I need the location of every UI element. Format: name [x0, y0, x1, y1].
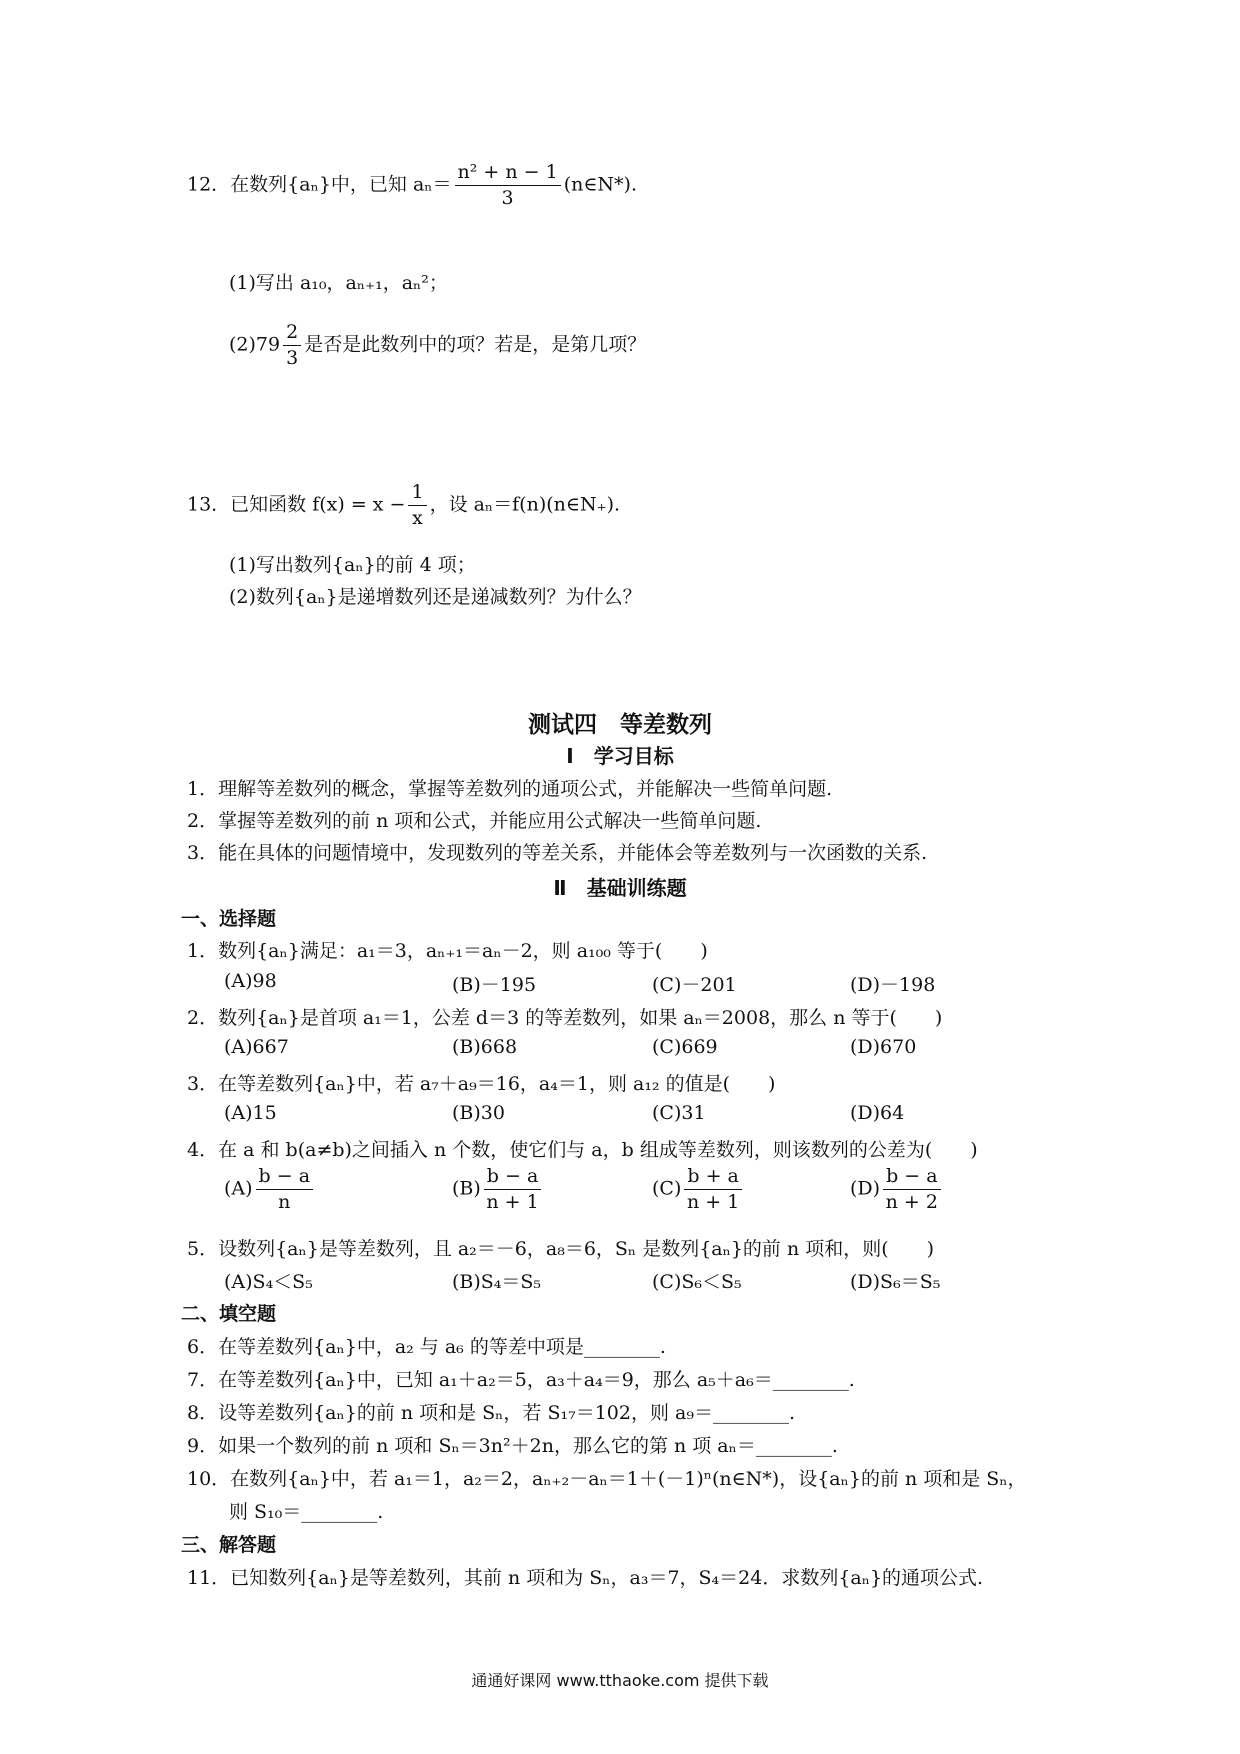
option-a: (A)S₄＜S₅: [224, 1271, 313, 1293]
option-a: (A)98: [224, 970, 277, 992]
choice-question-5: 5．设数列{aₙ}是等差数列，且 a₂＝－6，a₈＝6，Sₙ 是数列{aₙ}的前 n 项和，则( ): [187, 1238, 935, 1260]
question-12-part2: (2)79 $\frac{2}{3}$ 是否是此数列中的项？若是，是第几项？: [229, 321, 647, 369]
option-d: (D)670: [850, 1036, 917, 1058]
option-b: (B) $\frac{b - a}{n + 1}$: [452, 1166, 544, 1213]
goal-item: 3．能在具体的问题情境中，发现数列的等差关系，并能体会等差数列与一次函数的关系.: [187, 842, 928, 864]
option-b: (B)S₄＝S₅: [452, 1271, 542, 1293]
fill-section-title: 二、填空题: [181, 1303, 277, 1325]
fraction: $\frac{b - a}{n + 2}$: [883, 1166, 941, 1213]
answer-question-11: 11．已知数列{aₙ}是等差数列，其前 n 项和为 Sₙ，a₃＝7，S₄＝24．求数列{aₙ}的通项公式.: [187, 1567, 984, 1589]
choice-question-4: 4．在 a 和 b(a≠b)之间插入 n 个数，使它们与 a，b 组成等差数列，则该数列的公差为( ): [187, 1139, 978, 1161]
choice-question-2: 2．数列{aₙ}是首项 a₁＝1，公差 d＝3 的等差数列，如果 aₙ＝2008，那么 n 等于( ): [187, 1007, 943, 1029]
option-a: (A) $\frac{b - a}{n}$: [224, 1166, 316, 1213]
option-c: (C)31: [652, 1102, 706, 1124]
fill-question-9: 9．如果一个数列的前 n 项和 Sₙ＝3n²＋2n，那么它的第 n 项 aₙ＝________.: [187, 1435, 838, 1457]
goal-item: 2．掌握等差数列的前 n 项和公式，并能应用公式解决一些简单问题.: [187, 810, 762, 832]
option-d: (D)64: [850, 1102, 905, 1124]
fraction: $\frac{b + a}{n + 1}$: [684, 1166, 742, 1213]
section-basic-training-title: Ⅱ 基础训练题: [553, 876, 687, 900]
fraction: $\frac{2}{3}$: [283, 322, 301, 369]
fill-question-10-cont: 则 S₁₀＝________.: [229, 1501, 384, 1523]
option-a: (A)667: [224, 1036, 289, 1058]
test-title: 测试四 等差数列: [528, 712, 712, 738]
question-13-part1: (1)写出数列{aₙ}的前 4 项；: [229, 554, 476, 576]
question-12-part1: (1)写出 a₁₀，aₙ₊₁，aₙ²；: [229, 272, 448, 294]
fill-question-7: 7．在等差数列{aₙ}中，已知 a₁＋a₂＝5，a₃＋a₄＝9，那么 a₅＋a₆＝________.: [187, 1369, 855, 1391]
option-d: (D) $\frac{b - a}{n + 2}$: [850, 1166, 944, 1213]
answer-section-title: 三、解答题: [181, 1534, 277, 1556]
option-c: (C)－201: [652, 974, 737, 996]
fill-question-8: 8．设等差数列{aₙ}的前 n 项和是 Sₙ，若 S₁₇＝102，则 a₉＝________.: [187, 1402, 795, 1424]
section-learning-goals-title: Ⅰ 学习目标: [566, 744, 674, 768]
option-c: (C)S₆＜S₅: [652, 1271, 742, 1293]
page-footer: 通通好课网 www.tthaoke.com 提供下载: [471, 1671, 769, 1690]
question-12-stem: 12．在数列{aₙ}中，已知 aₙ＝ $\frac{\text{n² + n − 1}}{3}$ (n∈N*).: [187, 161, 637, 209]
option-d: (D)S₆＝S₅: [850, 1271, 941, 1293]
option-a: (A)15: [224, 1102, 277, 1124]
option-c: (C) $\frac{b + a}{n + 1}$: [652, 1166, 745, 1213]
fraction: $\frac{b - a}{n}$: [256, 1166, 314, 1213]
option-c: (C)669: [652, 1036, 718, 1058]
fill-question-10: 10．在数列{aₙ}中，若 a₁＝1，a₂＝2，aₙ₊₂－aₙ＝1＋(－1)ⁿ(n∈N*)，设{aₙ}的前 n 项和是 Sₙ，: [187, 1468, 1027, 1490]
option-b: (B)668: [452, 1036, 518, 1058]
option-b: (B)30: [452, 1102, 505, 1124]
fill-question-6: 6．在等差数列{aₙ}中，a₂ 与 a₆ 的等差中项是________.: [187, 1336, 666, 1358]
choice-section-title: 一、选择题: [181, 908, 277, 930]
fraction: $\frac{\text{n² + n − 1}}{3}$: [455, 162, 561, 209]
option-b: (B)－195: [452, 974, 537, 996]
goal-item: 1．理解等差数列的概念，掌握等差数列的通项公式，并能解决一些简单问题.: [187, 778, 833, 800]
question-13-part2: (2)数列{aₙ}是递增数列还是递减数列？为什么？: [229, 586, 642, 608]
question-13-stem: 13．已知函数 f(x) = x − $\frac{1}{x}$ ，设 aₙ＝f(n)(n∈N₊).: [187, 481, 621, 529]
fraction: $\frac{1}{x}$: [408, 482, 426, 529]
option-d: (D)－198: [850, 974, 936, 996]
choice-question-1: 1．数列{aₙ}满足：a₁＝3，aₙ₊₁＝aₙ－2，则 a₁₀₀ 等于( ): [187, 940, 708, 962]
choice-question-3: 3．在等差数列{aₙ}中，若 a₇＋a₉＝16，a₄＝1，则 a₁₂ 的值是( ): [187, 1073, 776, 1095]
fraction: $\frac{b - a}{n + 1}$: [484, 1166, 542, 1213]
